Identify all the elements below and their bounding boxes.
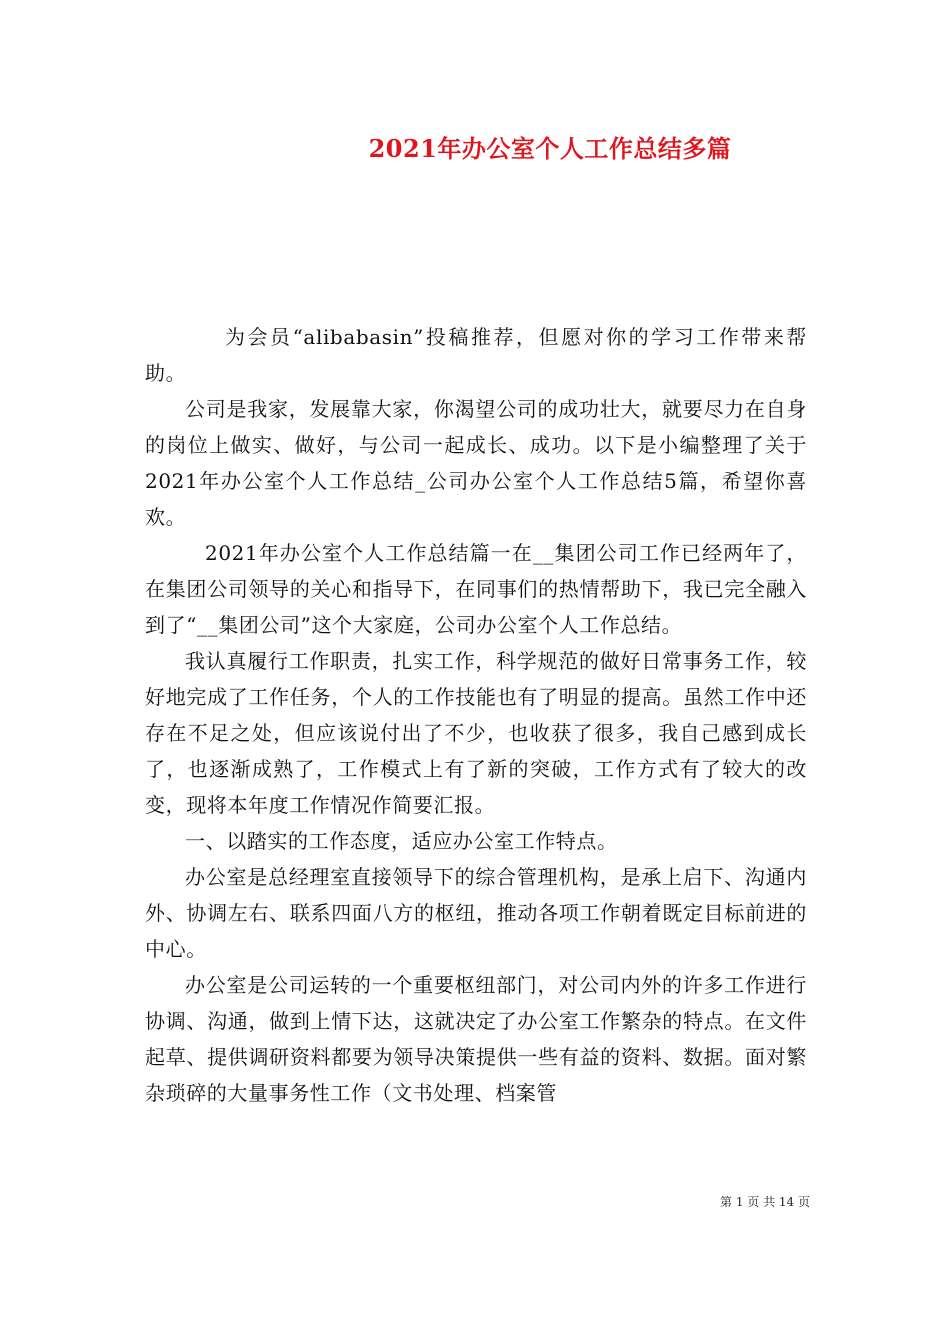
document-title: 2021年办公室个人工作总结多篇 [368,134,732,163]
paragraph-intro: 为会员“alibabasin”投稿推荐，但愿对你的学习工作带来帮助。 [145,325,807,385]
paragraph-duties: 我认真履行工作职责，扎实工作，科学规范的做好日常事务工作，较好地完成了工作任务，个人的工作技能也有了明显的提高。虽然工作中还存在不足之处，但应该说付出了不少，也收获了很多，我自己感到成长了，也逐渐成熟了，工作模式上有了新的突破，工作方式有了较大的改变，现将本年度工作情况作简要汇报。 [145,649,807,817]
paragraph-chapter-one: 2021年办公室个人工作总结篇一在__集团公司工作已经两年了，在集团公司领导的关心和指导下，在同事们的热情帮助下，我已完全融入到了“__集团公司”这个大家庭，公司办公室个人工作总结。 [145,541,807,637]
section-heading-one: 一、以踏实的工作态度，适应办公室工作特点。 [185,829,618,853]
document-body [145,319,807,1111]
paragraph-office-role: 办公室是总经理室直接领导下的综合管理机构，是承上启下、沟通内外、协调左右、联系四面八方的枢纽，推动各项工作朝着既定目标前进的中心。 [145,865,807,961]
paragraph-company: 公司是我家，发展靠大家，你渴望公司的成功壮大，就要尽力在自身的岗位上做实、做好，与公司一起成长、成功。以下是小编整理了关于2021年办公室个人工作总结_公司办公室个人工作总结5篇，希望你喜欢。 [145,397,807,529]
paragraph-office-hub: 办公室是公司运转的一个重要枢纽部门，对公司内外的许多工作进行协调、沟通，做到上情下达，这就决定了办公室工作繁杂的特点。在文件起草、提供调研资料都要为领导决策提供一些有益的资料、数据。面对繁杂琐碎的大量事务性工作（文书处理、档案管 [145,973,807,1105]
page-number: 第 1 页 共 14 页 [720,1195,810,1209]
